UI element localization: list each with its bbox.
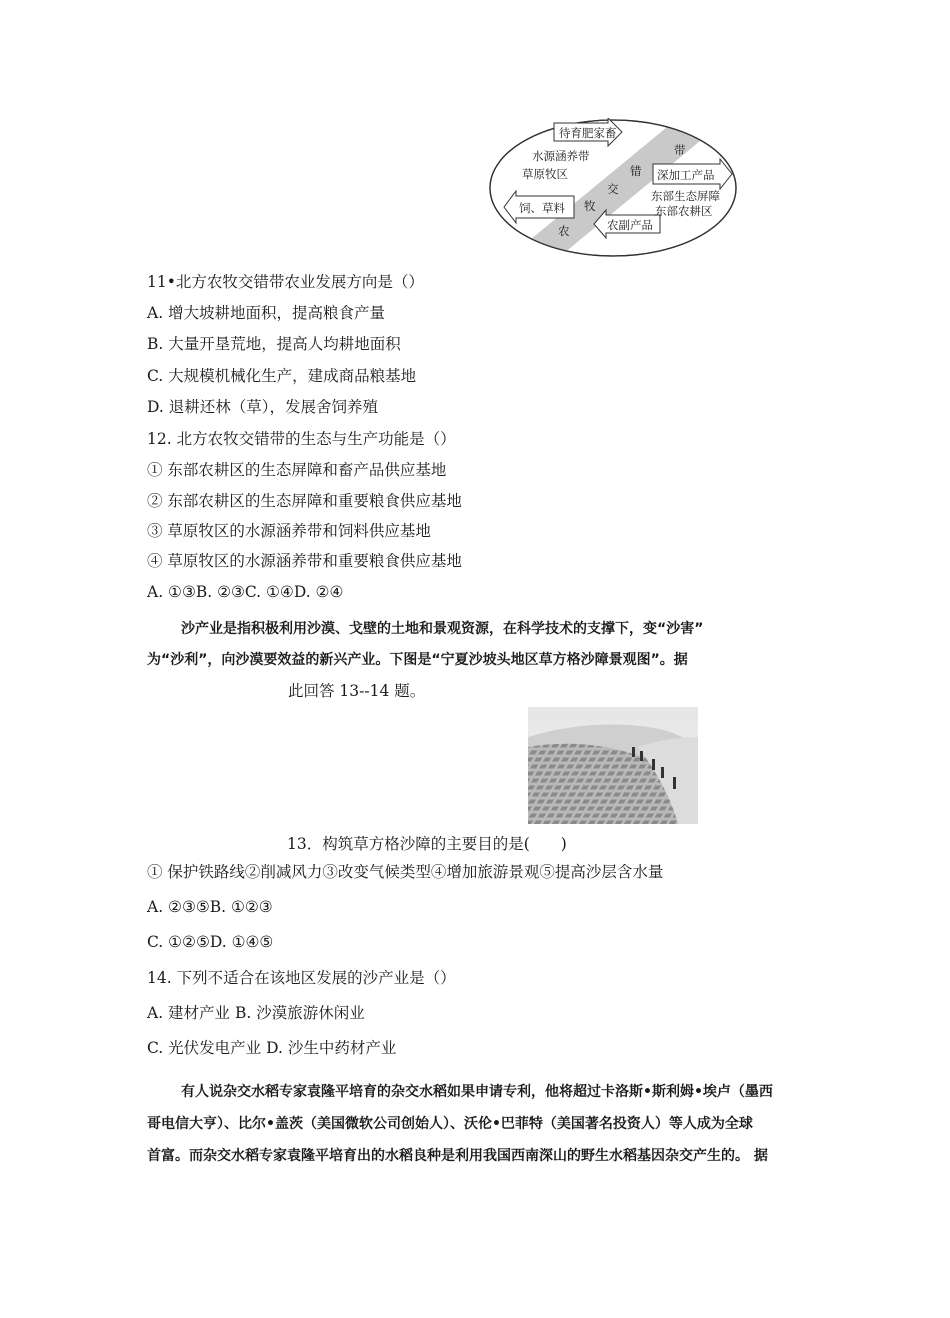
- label-agri-byproducts: 农副产品: [607, 218, 653, 232]
- label-band-mu: 牧: [584, 199, 596, 213]
- passage1-line1: 沙产业是指积极利用沙漠、戈壁的土地和景观资源，在科学技术的支撑下，变“沙害”: [181, 621, 704, 637]
- passage1-line3: 此回答 13--14 题。: [288, 682, 426, 700]
- label-band-jiao: 交: [607, 182, 619, 196]
- q13-answers-1: A. ②③⑤B. ①②③: [147, 898, 273, 916]
- q12-item-4: ④ 草原牧区的水源涵养带和重要粮食供应基地: [147, 552, 462, 570]
- q11-option-d: D. 退耕还林（草），发展舍饲养殖: [147, 398, 378, 416]
- label-water-conservation: 水源涵养带: [532, 149, 590, 163]
- label-band-nong: 农: [558, 224, 570, 238]
- q11-option-a: A. 增大坡耕地面积，提高粮食产量: [147, 304, 386, 322]
- q14-answers-2: C. 光伏发电产业 D. 沙生中药材产业: [147, 1039, 397, 1057]
- label-deep-processing: 深加工产品: [657, 168, 715, 182]
- q11-stem: 11•北方农牧交错带农业发展方向是（）: [147, 273, 424, 291]
- q12-answers: A. ①③B. ②③C. ①④D. ②④: [147, 583, 344, 601]
- q13-stem: 13．构筑草方格沙障的主要目的是( ): [287, 835, 567, 853]
- label-band-cuo: 错: [630, 164, 642, 178]
- agro-pastoral-ecotone-diagram: [488, 118, 738, 258]
- q13-items: ① 保护铁路线②削减风力③改变气候类型④增加旅游景观⑤提高沙层含水量: [147, 863, 664, 881]
- q11-option-c: C. 大规模机械化生产，建成商品粮基地: [147, 367, 417, 385]
- q14-stem: 14. 下列不适合在该地区发展的沙产业是（）: [147, 969, 456, 987]
- passage2-line3: 首富。而杂交水稻专家袁隆平培育出的水稻良种是利用我国西南深山的野生水稻基因杂交产生的。 据: [147, 1148, 768, 1164]
- q12-item-1: ① 东部农耕区的生态屏障和畜产品供应基地: [147, 461, 447, 479]
- label-east-barrier: 东部生态屏障: [651, 189, 720, 203]
- passage2-line2: 哥电信大亨）、比尔•盖茨（美国微软公司创始人）、沃伦•巴菲特（美国著名投资人）等人成为全球: [147, 1116, 753, 1132]
- sand-barrier-photo: [528, 707, 698, 824]
- arrow-processing-right: [653, 159, 732, 189]
- q12-stem: 12. 北方农牧交错带的生态与生产功能是（）: [147, 430, 456, 448]
- passage1-line2: 为“沙利”，向沙漠要效益的新兴产业。下图是“宁夏沙坡头地区草方格沙障景观图”。据: [147, 652, 688, 668]
- q13-answers-2: C. ①②⑤D. ①④⑤: [147, 933, 274, 951]
- arrow-forage-left: [504, 191, 574, 223]
- label-feed-livestock: 待育肥家畜: [559, 126, 617, 140]
- label-grassland: 草原牧区: [522, 167, 568, 181]
- label-east-farmland: 东部农耕区: [655, 204, 713, 218]
- q12-item-3: ③ 草原牧区的水源涵养带和饲料供应基地: [147, 522, 431, 540]
- q11-option-b: B. 大量开垦荒地，提高人均耕地面积: [147, 335, 401, 353]
- q12-item-2: ② 东部农耕区的生态屏障和重要粮食供应基地: [147, 492, 462, 510]
- label-forage: 饲、草料: [519, 201, 565, 215]
- passage2-line1: 有人说杂交水稻专家袁隆平培育的杂交水稻如果申请专利，他将超过卡洛斯•斯利姆•埃卢（墨西: [181, 1084, 773, 1100]
- label-band-dai: 带: [674, 143, 686, 157]
- q14-answers-1: A. 建材产业 B. 沙漠旅游休闲业: [147, 1004, 365, 1022]
